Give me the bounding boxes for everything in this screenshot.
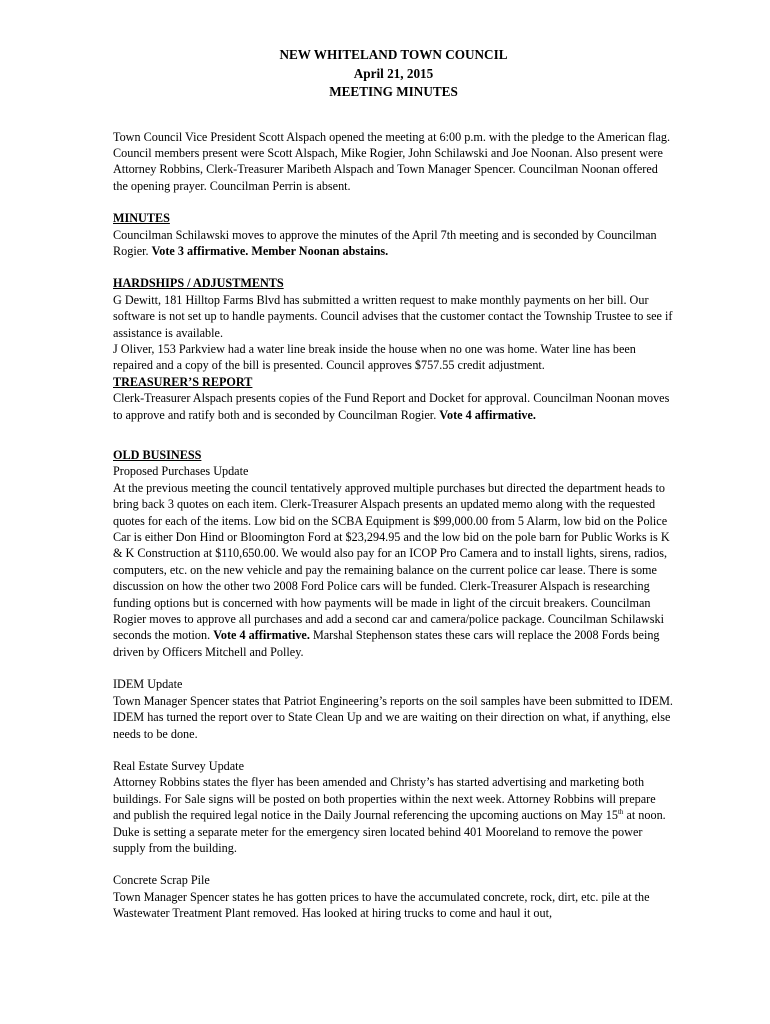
document-header (113, 46, 674, 102)
minutes-text: Councilman Schilawski moves to approve the minutes of the April 7th meeting and is seconded by Councilman Rogier. (113, 227, 657, 258)
council-name: NEW WHITELAND TOWN COUNCIL (279, 47, 508, 62)
hardships-section (113, 275, 674, 373)
real-estate-text-end: at noon. Duke is setting a separate meter for the emergency siren located behind 401 Mooreland to remove the power supply from the building. (113, 808, 666, 855)
old-business-heading: OLD BUSINESS (113, 448, 202, 462)
concrete-paragraph: Town Manager Spencer states he has gotten prices to have the accumulated concrete, rock, dirt, etc. pile at the Wastewater Treatment Plant removed. Has looked at hiring trucks to come and haul it out, (113, 889, 650, 921)
purchases-text-end: Marshal Stephenson states these cars will replace the 2008 Fords being driven by Officers Mitchell and Polley. (113, 628, 660, 659)
idem-subheading: IDEM Update (113, 677, 183, 692)
intro-paragraph: Town Council Vice President Scott Alspach opened the meeting at 6:00 p.m. with the pledge to the American flag. Council members present were Scott Alspach, Mike Rogier, John Schilawski and Joe Noonan. Also present were Attorney Robbins, Clerk-Treasurer Maribeth Alspach and Town Manager Spencer. Councilman Noonan offered the opening prayer. Councilman Perrin is absent. (113, 129, 670, 193)
treasurer-paragraph (113, 390, 674, 423)
treasurer-section (113, 374, 674, 423)
treasurer-heading: TREASURER’S REPORT (113, 374, 253, 389)
minutes-vote: Vote 3 affirmative. Member Noonan abstains. (151, 243, 389, 258)
hardship-item-oliver: J Oliver, 153 Parkview had a water line break inside the house when no one was home. Water line has been repaired and a copy of the bill is presented. Council approves $757.55 credit adjustment. (113, 341, 636, 373)
document-title: MEETING MINUTES (329, 84, 458, 99)
minutes-paragraph (113, 227, 674, 260)
minutes-section (113, 210, 674, 259)
minutes-heading: MINUTES (113, 211, 170, 226)
meeting-date: April 21, 2015 (353, 65, 434, 81)
treasurer-text: Clerk-Treasurer Alspach presents copies of the Fund Report and Docket for approval. Councilman Noonan moves to approve and ratify both and is seconded by Councilman Rogier. (113, 391, 670, 422)
purchases-subheading: Proposed Purchases Update (113, 464, 249, 479)
idem-paragraph: Town Manager Spencer states that Patriot Engineering’s reports on the soil samples have been submitted to IDEM. IDEM has turned the report over to State Clean Up and we are waiting on their direction on what, if anything, else needs to be done. (113, 693, 673, 741)
concrete-subheading: Concrete Scrap Pile (113, 873, 210, 888)
purchases-paragraph (113, 480, 674, 660)
hardship-item-dewitt: G Dewitt, 181 Hilltop Farms Blvd has submitted a written request to make monthly payments on her bill. Our software is not set up to handle payments. Council advises that the customer contact the Township Trustee to see if assistance is available. (113, 292, 673, 340)
real-estate-paragraph (113, 774, 674, 856)
real-estate-text: Attorney Robbins states the flyer has been amended and Christy’s has started advertising and marketing both buildings. For Sale signs will be posted on both properties within the next week. Attorney Robbins will prepare and publish the required legal notice in the Daily Journal referencing the upcoming auctions on May 15 (113, 775, 656, 823)
purchases-text: At the previous meeting the council tentatively approved multiple purchases but directed the department heads to bring back 3 quotes on each item. Clerk-Treasurer Alspach presents an updated memo along with the requested quotes for each of the items. Low bid on the SCBA Equipment is $99,000.00 from 5 Alarm, low bid on the Police Car is either Don Hind or Bloomington Ford at $23,294.95 and the low bid on the pole barn for Public Works is K & K Construction at $110,650.00. We would also pay for an ICOP Pro Camera and to install lights, sirens, radios, computers, etc. on the new vehicle and pay the remaining balance on the current police car lease. There is some discussion on how the other two 2008 Ford Police cars will be funded. Clerk-Treasurer Alspach is researching funding options but is concerned with how payments will be made in light of the circuit breakers. Councilman Rogier moves to approve all purchases and add a second car and camera/police package. Councilman Schilawski seconds the motion. (113, 480, 670, 643)
treasurer-vote: Vote 4 affirmative. (439, 407, 536, 422)
old-business-section (113, 447, 674, 922)
real-estate-subheading: Real Estate Survey Update (113, 758, 244, 773)
date-superscript: th (617, 808, 624, 817)
purchases-vote: Vote 4 affirmative. (213, 628, 310, 643)
hardships-heading: HARDSHIPS / ADJUSTMENTS (113, 276, 284, 291)
